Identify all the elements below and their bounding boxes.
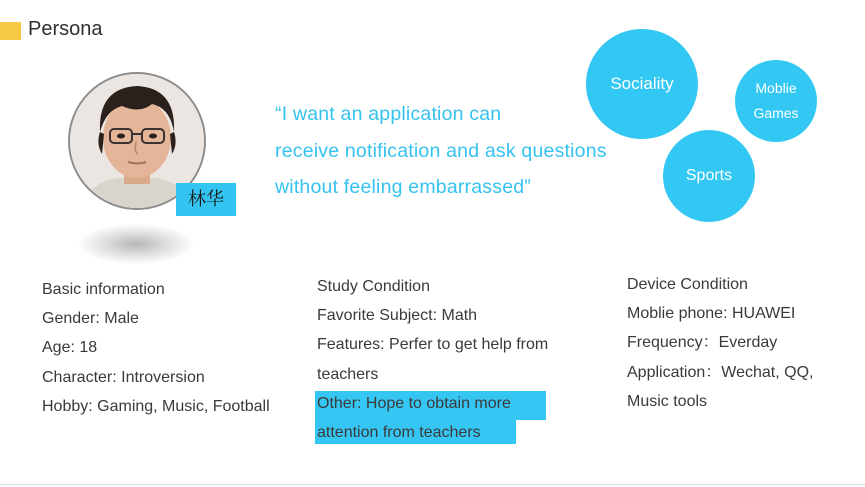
profile-name-tag: 林华 <box>176 183 236 216</box>
device-condition-heading: Device Condition <box>627 276 748 293</box>
age-text: Age: 18 <box>42 339 98 357</box>
mobile-phone-text: Moblie phone: HUAWEI <box>627 305 796 323</box>
device-condition-section <box>627 270 813 416</box>
application-text: Music tools <box>627 392 708 410</box>
interest-label: Sports <box>685 167 733 184</box>
interest-label: Moblie <box>755 80 797 96</box>
other-text: Other: Hope to obtain more <box>317 394 511 412</box>
basic-info-section <box>42 275 270 421</box>
application-text: Application：Wechat, QQ, <box>627 363 814 381</box>
study-condition-heading: Study Condition <box>317 278 430 295</box>
title-accent-bar <box>0 22 21 40</box>
interest-label: Games <box>753 105 799 121</box>
quote-line: “I want an application can <box>275 103 502 125</box>
interest-bubble-sociality <box>586 29 698 139</box>
other-text: attention from teachers <box>317 424 481 442</box>
interest-bubble-mobile-games <box>735 60 817 142</box>
features-text: Features: Perfer to get help from <box>317 336 549 354</box>
quote-line: receive notification and ask questions <box>275 139 607 162</box>
features-text: teachers <box>317 365 379 383</box>
hobby-text: Hobby: Gaming, Music, Football <box>42 397 270 415</box>
page-title: Persona <box>28 18 103 40</box>
basic-info-heading: Basic information <box>42 281 165 298</box>
interest-label: Sociality <box>610 74 674 93</box>
character-text: Character: Introversion <box>42 368 205 386</box>
favorite-subject-text: Favorite Subject: Math <box>317 307 478 325</box>
quote-line: without feeling embarrassed” <box>275 176 531 198</box>
frequency-text: Frequency：Everday <box>627 334 778 352</box>
study-condition-section <box>317 272 548 447</box>
gender-text: Gender: Male <box>42 310 139 328</box>
interest-bubble-sports <box>663 130 755 222</box>
avatar-shadow <box>78 224 194 264</box>
bottom-divider <box>0 484 865 485</box>
